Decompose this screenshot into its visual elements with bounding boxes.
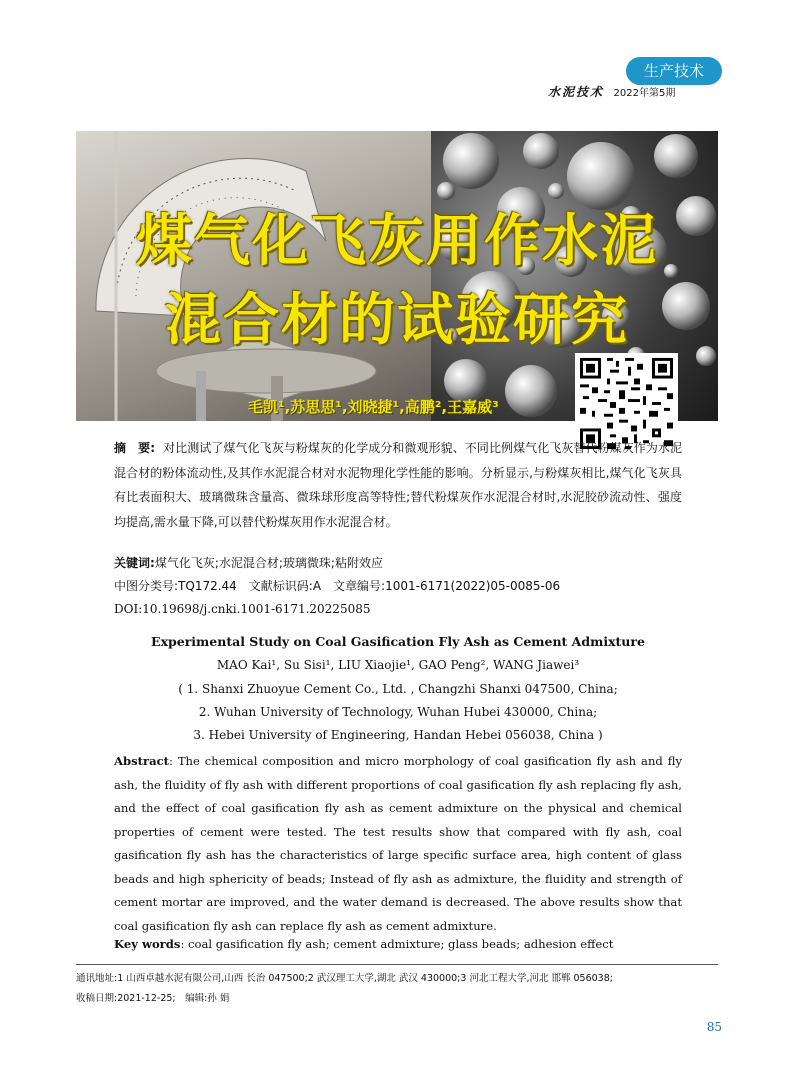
paper-title-en: Experimental Study on Coal Gasification Fly Ash as Cement Admixture [151,634,645,649]
authors-cn: 毛凯¹,苏思思¹,刘晓捷¹,高鹏²,王嘉威³ [248,398,499,416]
journal-header [548,83,718,100]
keywords-cn-text: 煤气化飞灰;水泥混合材;玻璃微珠;粘附效应 [154,556,383,570]
keywords-en [114,937,682,951]
affiliation-2: 2. Wuhan University of Technology, Wuhan Hubei 430000, China; [198,705,598,719]
abstract-en [114,750,682,938]
journal-name: 水泥技术 [548,85,605,99]
keywords-en-label: Key words [114,937,181,951]
paper-title-cn-line1: 煤气化飞灰用作水泥 [136,209,658,274]
journal-issue: 2022年第5期 [613,88,676,99]
footnote-divider [76,964,718,965]
page-number: 85 [706,1020,722,1034]
section-tag: 生产技术 [626,57,722,85]
authors-en: MAO Kai¹, Su Sisi¹, LIU Xiaojie¹, GAO Peng², WANG Jiawei³ [216,658,580,672]
footnote-address: 通讯地址:1 山西卓越水泥有限公司,山西 长治 047500;2 武汉理工大学,湖北 武汉 430000;3 河北工程大学,河北 邯郸 056038; [76,973,613,984]
affiliation-3: 3. Hebei University of Engineering, Handan Hebei 056038, China ) [193,728,603,742]
keywords-cn [114,553,682,573]
keywords-en-text: : coal gasification fly ash; cement admixture; glass beads; adhesion effect [180,937,614,951]
doi-line: DOI:10.19698/j.cnki.1001-6171.20225085 [114,602,371,616]
abstract-en-label: Abstract [114,754,170,768]
footnote-received: 收稿日期:2021-12-25; 编辑:孙 娟 [76,993,230,1004]
abstract-cn-label: 摘 要: [114,441,156,455]
affiliation-1: ( 1. Shanxi Zhuoyue Cement Co., Ltd. , Changzhi Shanxi 047500, China; [178,682,618,696]
classification-line: 中图分类号:TQ172.44 文献标识码:A 文章编号:1001-6171(2022)05-0085-06 [114,579,561,593]
keywords-cn-label: 关键词: [114,556,155,570]
abstract-cn-text: 对比测试了煤气化飞灰与粉煤灰的化学成分和微观形貌、不同比例煤气化飞灰替代粉煤灰作为水泥混合材的粉体流动性,及其作水泥混合材对水泥物理化学性能的影响。分析显示,与粉煤灰相比,煤气化飞灰具有比表面积大、玻璃微珠含量高、微珠球形度高等特性;替代粉煤灰作水泥混合材时,水泥胶砂流动性、强度均提高,需水量下降,可以替代粉煤灰用作水泥混合材。 [114,441,682,529]
paper-title-cn-line2: 混合材的试验研究 [165,288,629,353]
abstract-cn [114,436,682,534]
abstract-en-text: : The chemical composition and micro morphology of coal gasification fly ash and fly ash, the fluidity of fly ash with different proportions of coal gasification fly ash replacing fly ash, and the effect of coal gasification fly ash as cement admixture on the physical and chemical properties of cement were tested. The test results show that compared with fly ash, coal gasification fly ash has the characteristics of large specific surface area, high content of glass beads and high sphericity of beads; Instead of fly ash as admixture, the fluidity and strength of cement mortar are improved, and the water demand is decreased. The above results show that coal gasification fly ash can replace fly ash as cement admixture. [114,754,682,933]
